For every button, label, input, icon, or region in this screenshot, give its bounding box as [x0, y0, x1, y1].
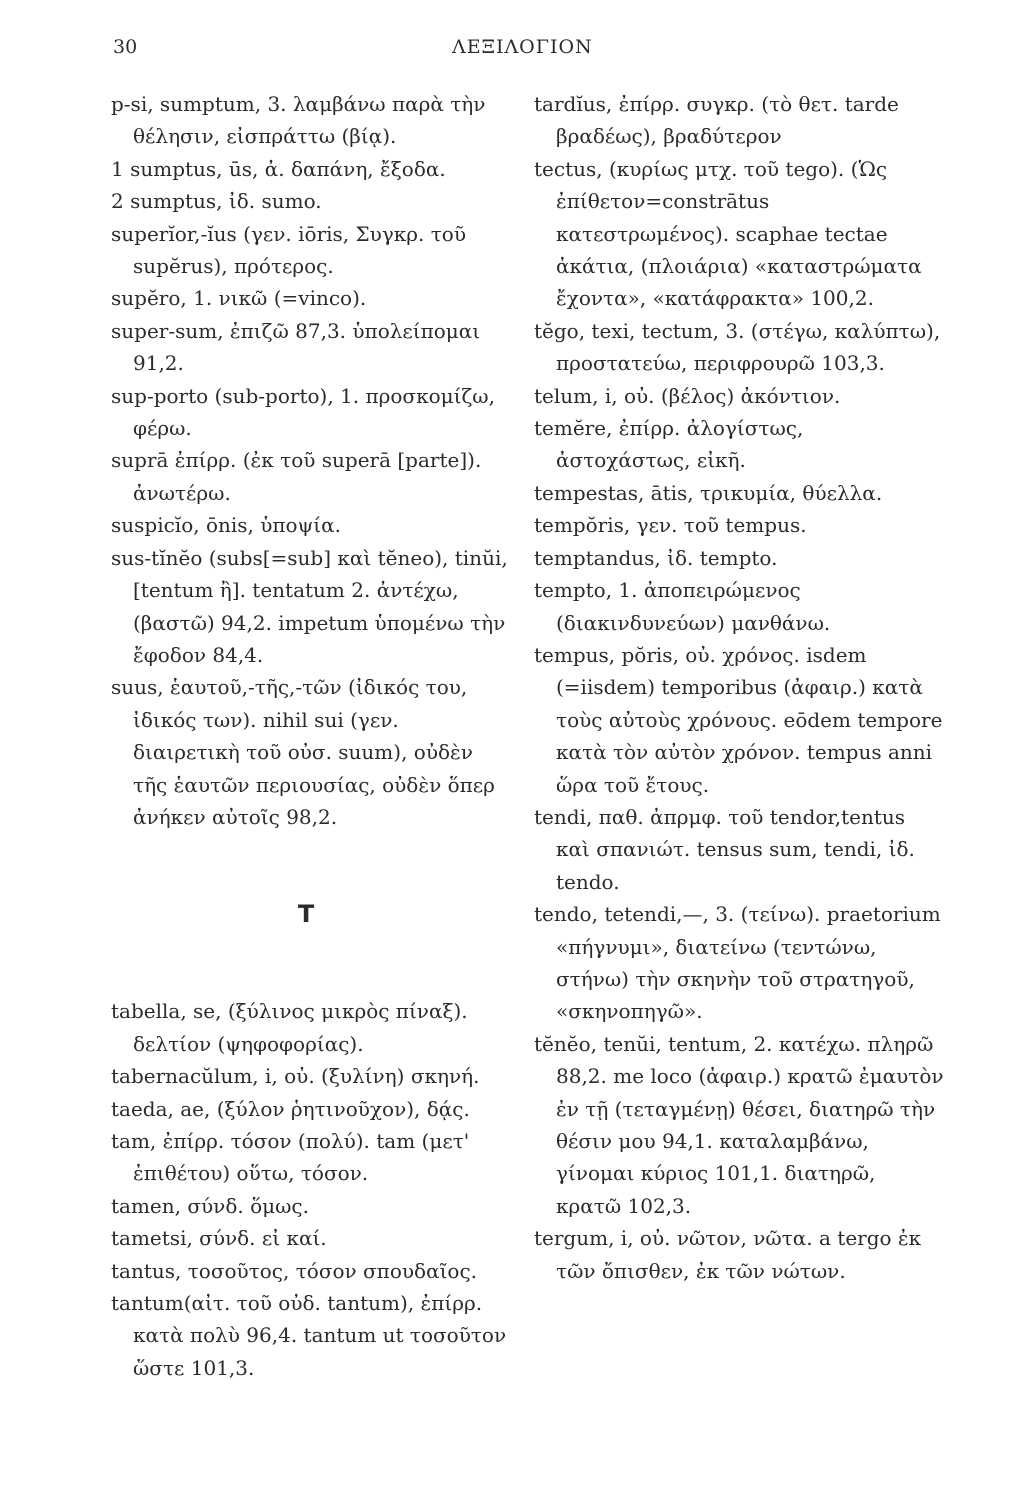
dictionary-entry: suspicĭo, ōnis, ὑποψία. — [111, 513, 341, 538]
running-head: ΛΕΞΙΛΟΓΙΟΝ — [452, 36, 593, 58]
letter-section-heading: T — [297, 900, 315, 929]
dictionary-entry: superĭor,-ĭus (γεν. iōris, Συγκρ. τοῦ supĕrus), πρότερος. — [111, 221, 467, 279]
dictionary-entry: tĕgo, texi, tectum, 3. (στέγω, καλύπτω), προστατεύω, περιφρουρῶ 103,3. — [534, 318, 941, 376]
dictionary-entry: tergum, i, οὐ. νῶτον, νῶτα. a tergo ἐκ τῶν ὄπισθεν, ἐκ τῶν νώτων. — [534, 1226, 922, 1283]
dictionary-entry: tempus, pŏris, οὐ. χρόνος. isdem (=iisdem) temporibus (ἀφαιρ.) κατὰ τοὺς αὐτοὺς χρόνους. eōdem tempore κατὰ τὸν αὐτὸν χρόνον. tempus anni ὥρα τοῦ ἔτους. — [534, 642, 943, 797]
dictionary-entry: tempestas, ātis, τρικυμία, θύελλα. — [534, 480, 883, 505]
dictionary-entry: 1 sumptus, ūs, ἀ. δαπάνη, ἔξοδα. — [111, 156, 446, 181]
dictionary-entry: tantum(αἰτ. τοῦ οὐδ. tantum), ἐπίρρ. κατὰ πολὺ 96,4. tantum ut τοσοῦτον ὥστε 101,3. — [111, 1291, 507, 1380]
dictionary-entry: taeda, ae, (ξύλον ῥητινοῦχον), δᾴς. — [111, 1096, 470, 1121]
dictionary-entry: sus-tĭnĕo (subs[=sub] καὶ tĕneo), tinŭi, [tentum ἢ]. tentatum 2. ἀντέχω, (βαστῶ) 94,2. impetum ὑπομένω τὴν ἔφοδον 84,4. — [111, 545, 508, 667]
dictionary-entry: supĕro, 1. νικῶ (=vinco). — [111, 286, 367, 311]
page-number: 30 — [113, 36, 138, 58]
dictionary-entry: tam, ἐπίρρ. τόσον (πολύ). tam (μετ' ἐπιθέτου) οὕτω, τόσον. — [111, 1128, 470, 1186]
dictionary-entry: tamen, σύνδ. ὅμως. — [111, 1193, 309, 1218]
left-column — [111, 88, 511, 1384]
dictionary-entry: temĕre, ἐπίρρ. ἀλογίστως, ἀστοχάστως, εἰκῆ. — [534, 416, 804, 473]
dictionary-entry: telum, i, οὐ. (βέλος) ἀκόντιον. — [534, 383, 841, 408]
dictionary-entry: suus, ἑαυτοῦ,-τῆς,-τῶν (ἰδικός του, ἰδικός των). nihil sui (γεν. διαιρετικὴ τοῦ οὐσ. suum), οὐδὲν τῆς ἑαυτῶν περιουσίας, οὐδὲν ὅπερ ἀνήκεν αὐτοῖς 98,2. — [111, 675, 495, 829]
dictionary-entry: suprā ἐπίρρ. (ἐκ τοῦ superā [parte]). ἀνωτέρω. — [111, 448, 482, 505]
dictionary-entry: tabella, se, (ξύλινος μικρὸς πίναξ). δελτίον (ψηφοφορίας). — [111, 999, 468, 1056]
dictionary-entry: temptandus, ἰδ. tempto. — [534, 545, 778, 570]
right-column — [534, 88, 944, 1287]
dictionary-entry: 2 sumptus, ἰδ. sumo. — [111, 189, 322, 214]
dictionary-entry: tectus, (κυρίως μτχ. τοῦ tego). (Ὡς ἐπίθετον=constrātus κατεστρωμένος). scaphae tectae ἀκάτια, (πλοιάρια) «καταστρώματα ἔχοντα», «κατάφρακτα» 100,2. — [534, 156, 922, 311]
dictionary-entry: tempto, 1. ἀποπειρώμενος (διακινδυνεύων) μανθάνω. — [534, 578, 831, 635]
dictionary-entry: tendi, παθ. ἀπρμφ. τοῦ tendor,tentus καὶ σπανιώτ. tensus sum, tendi, ἰδ. tendo. — [534, 804, 915, 894]
dictionary-entry: tĕnĕo, tenŭi, tentum, 2. κατέχω. πληρῶ 88,2. me loco (ἀφαιρ.) κρατῶ ἐμαυτὸν ἐν τῇ (τεταγμένῃ) θέσει, διατηρῶ τὴν θέσιν μου 94,1. καταλαμβάνω, γίνομαι κύριος 101,1. διατηρῶ, κρατῶ 102,3. — [534, 1031, 944, 1218]
dictionary-entry: tantus, τοσοῦτος, τόσον σπουδαῖος. — [111, 1258, 478, 1283]
dictionary-entry: p-si, sumptum, 3. λαμβάνω παρὰ τὴν θέλησιν, εἰσπράττω (βίᾳ). — [111, 92, 486, 149]
dictionary-entry: tabernacŭlum, i, οὐ. (ξυλίνη) σκηνή. — [111, 1064, 480, 1089]
dictionary-entry: sup-porto (sub-porto), 1. προσκομίζω, φέρω. — [111, 383, 495, 441]
dictionary-entry: super-sum, ἐπιζῶ 87,3. ὑπολείπομαι 91,2. — [111, 318, 481, 376]
dictionary-entry: tametsi, σύνδ. εἰ καί. — [111, 1226, 327, 1251]
dictionary-entry: tardĭus, ἐπίρρ. συγκρ. (τὸ θετ. tarde βραδέως), βραδύτερον — [534, 92, 899, 149]
dictionary-entry: tendo, tetendi,—, 3. (τείνω). praetorium «πήγνυμι», διατείνω (τεντώνω, στήνω) τὴν σκηνὴν τοῦ στρατηγοῦ, «σκηνοπηγῶ». — [534, 902, 941, 1024]
dictionary-entry: tempŏris, γεν. τοῦ tempus. — [534, 513, 807, 538]
